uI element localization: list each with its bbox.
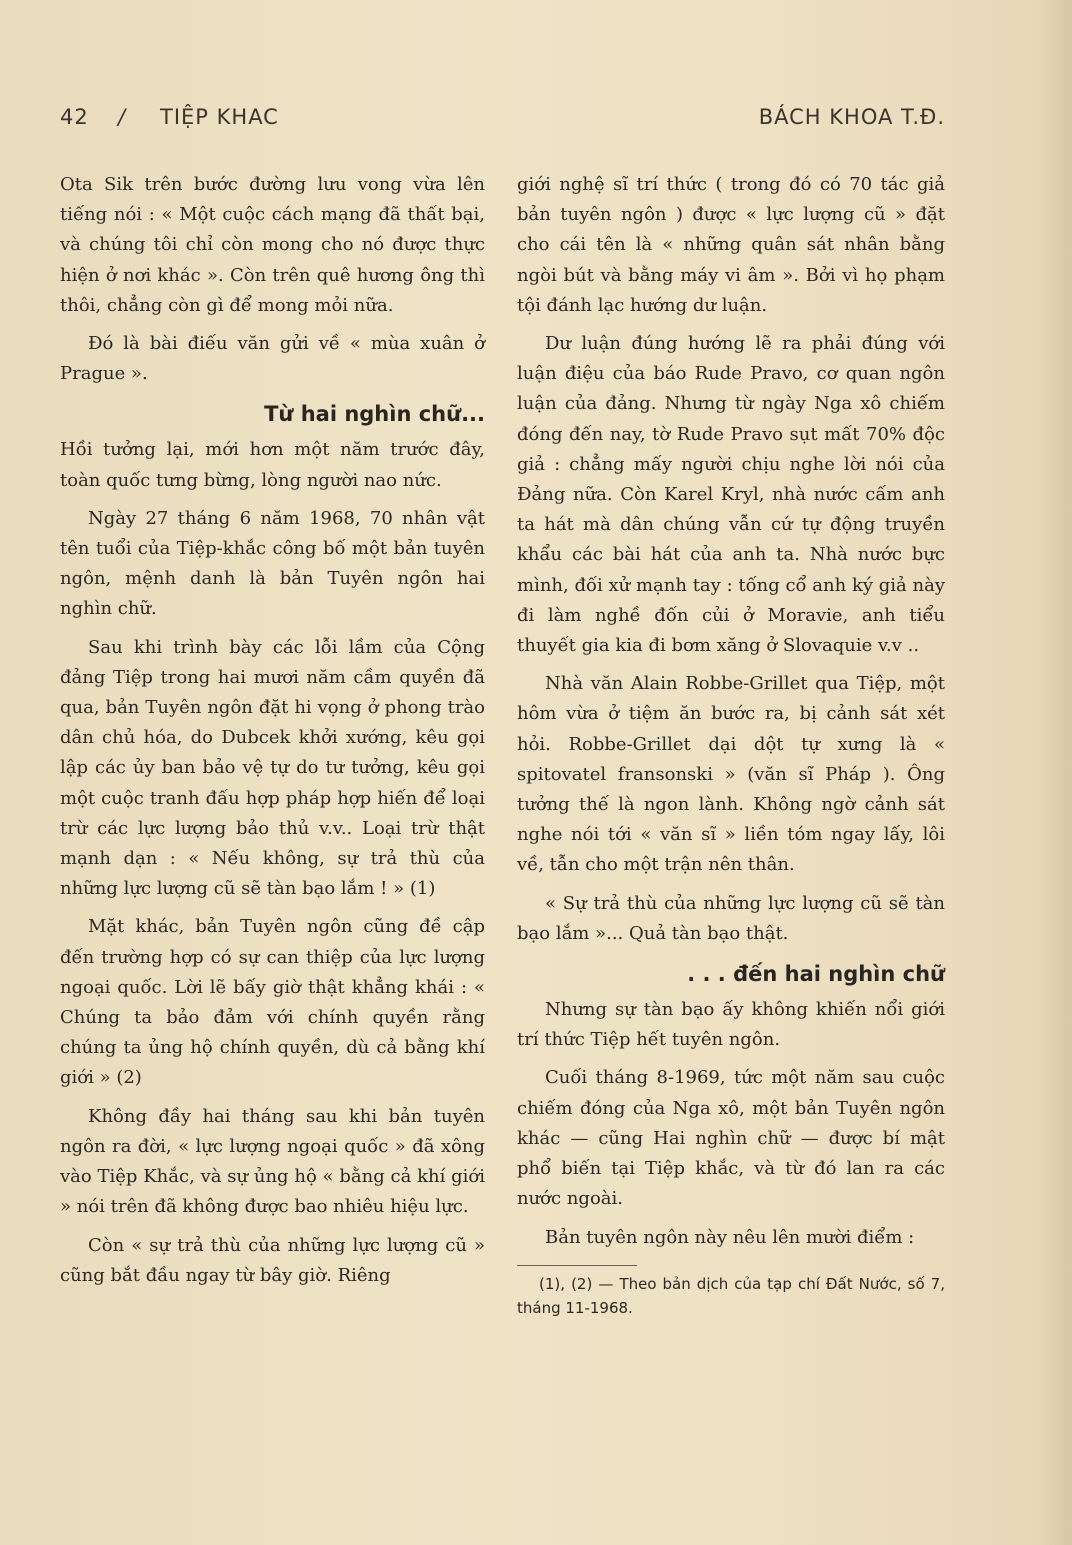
paragraph: « Sự trả thù của những lực lượng cũ sẽ tàn bạo lắm »... Quả tàn bạo thật. [517, 892, 945, 944]
left-column [60, 170, 485, 1299]
paragraph: Sau khi trình bày các lỗi lầm của Cộng đảng Tiệp trong hai mươi năm cầm quyền đã qua, bản Tuyên ngôn đặt hi vọng ở phong trào dân chủ hóa, do Dubcek khởi xướng, kêu gọi lập các ủy ban bảo vệ tự do tư tưởng, kêu gọi một cuộc tranh đấu hợp pháp hợp hiến để loại trừ các lực lượng bảo thủ v.v.. Loại trừ thật mạnh dạn : « Nếu không, sự trả thù của những lực lượng cũ sẽ tàn bạo lắm ! » (1) [60, 636, 485, 900]
section-heading: Từ hai nghìn chữ... [264, 402, 485, 427]
running-header [60, 105, 945, 139]
right-column [517, 170, 945, 1320]
section-heading: . . . đến hai nghìn chữ [687, 962, 945, 987]
paragraph: Ngày 27 tháng 6 năm 1968, 70 nhân vật tên tuổi của Tiệp-khắc công bố một bản tuyên ngôn, mệnh danh là bản Tuyên ngôn hai nghìn chữ. [60, 507, 485, 620]
paragraph: Bản tuyên ngôn này nêu lên mười điểm : [545, 1226, 915, 1248]
paragraph: Nhưng sự tàn bạo ấy không khiến nổi giới trí thức Tiệp hết tuyên ngôn. [517, 999, 945, 1051]
paragraph: Cuối tháng 8-1969, tức một năm sau cuộc chiếm đóng của Nga xô, một bản Tuyên ngôn khác — cũng Hai nghìn chữ — được bí mật phổ biến tại Tiệp khắc, và từ đó lan ra các nước ngoài. [517, 1067, 945, 1210]
paragraph: Dư luận đúng hướng lẽ ra phải đúng với luận điệu của báo Rude Pravo, cơ quan ngôn luận của đảng. Nhưng từ ngày Nga xô chiếm đóng đến nay, tờ Rude Pravo sụt mất 70% độc giả : chẳng mấy người chịu nghe lời nói của Đảng nữa. Còn Karel Kryl, nhà nước cấm anh ta hát mà dân chúng vẫn cứ tự động truyền khẩu các bài hát của anh ta. Nhà nước bực mình, đối xử mạnh tay : tống cổ anh ký giả này đi làm nghề đốn củi ở Moravie, anh tiểu thuyết gia kia đi bơm xăng ở Slovaquie v.v .. [517, 333, 945, 657]
paragraph: giới nghệ sĩ trí thức ( trong đó có 70 tác giả bản tuyên ngôn ) được « lực lượng cũ » đặt cho cái tên là « những quân sát nhân bằng ngòi bút và bằng máy vi âm ». Bởi vì họ phạm tội đánh lạc hướng dư luận. [517, 174, 945, 316]
header-separator: / [118, 105, 127, 129]
section-title: TIỆP KHAC [160, 105, 279, 129]
page-edge-stain [1034, 0, 1072, 1545]
magazine-name: BÁCH KHOA T.Đ. [758, 105, 945, 129]
page-number: 42 [60, 105, 89, 129]
paragraph: Ota Sik trên bước đường lưu vong vừa lên tiếng nói : « Một cuộc cách mạng đã thất bại, và chúng tôi chỉ còn mong cho nó được thực hiện ở nơi khác ». Còn trên quê hương ông thì thôi, chẳng còn gì để mong mỏi nữa. [60, 174, 485, 316]
paragraph: Không đầy hai tháng sau khi bản tuyên ngôn ra đời, « lực lượng ngoại quốc » đã xông vào Tiệp Khắc, và sự ủng hộ « bằng cả khí giới » nói trên đã không được bao nhiêu hiệu lực. [60, 1105, 485, 1218]
paragraph: Nhà văn Alain Robbe-Grillet qua Tiệp, một hôm vừa ở tiệm ăn bước ra, bị cảnh sát xét hỏi. Robbe-Grillet dại dột tự xưng là « spitovatel fransonski » (văn sĩ Pháp ). Ông tưởng thế là ngon lành. Không ngờ cảnh sát nghe nói tới « văn sĩ » liền tóm ngay lấy, lôi về, tẫn cho một trận nên thân. [517, 673, 945, 876]
paragraph: Đó là bài điếu văn gửi về « mùa xuân ở Prague ». [60, 333, 485, 385]
paragraph: Còn « sự trả thù của những lực lượng cũ » cũng bắt đầu ngay từ bây giờ. Riêng [60, 1234, 485, 1286]
paragraph: Mặt khác, bản Tuyên ngôn cũng đề cập đến trường hợp có sự can thiệp của lực lượng ngoại quốc. Lời lẽ bấy giờ thật khẳng khái : « Chúng ta bảo đảm với chính quyền rằng chúng ta ủng hộ chính quyền, dù cả bằng khí giới » (2) [60, 916, 485, 1089]
footnote: (1), (2) — Theo bản dịch của tạp chí Đất Nước, số 7, tháng 11-1968. [517, 1274, 945, 1317]
paragraph: Hồi tưởng lại, mới hơn một năm trước đây, toàn quốc tưng bừng, lòng người nao nức. [60, 439, 485, 491]
footnote-divider [517, 1265, 637, 1266]
